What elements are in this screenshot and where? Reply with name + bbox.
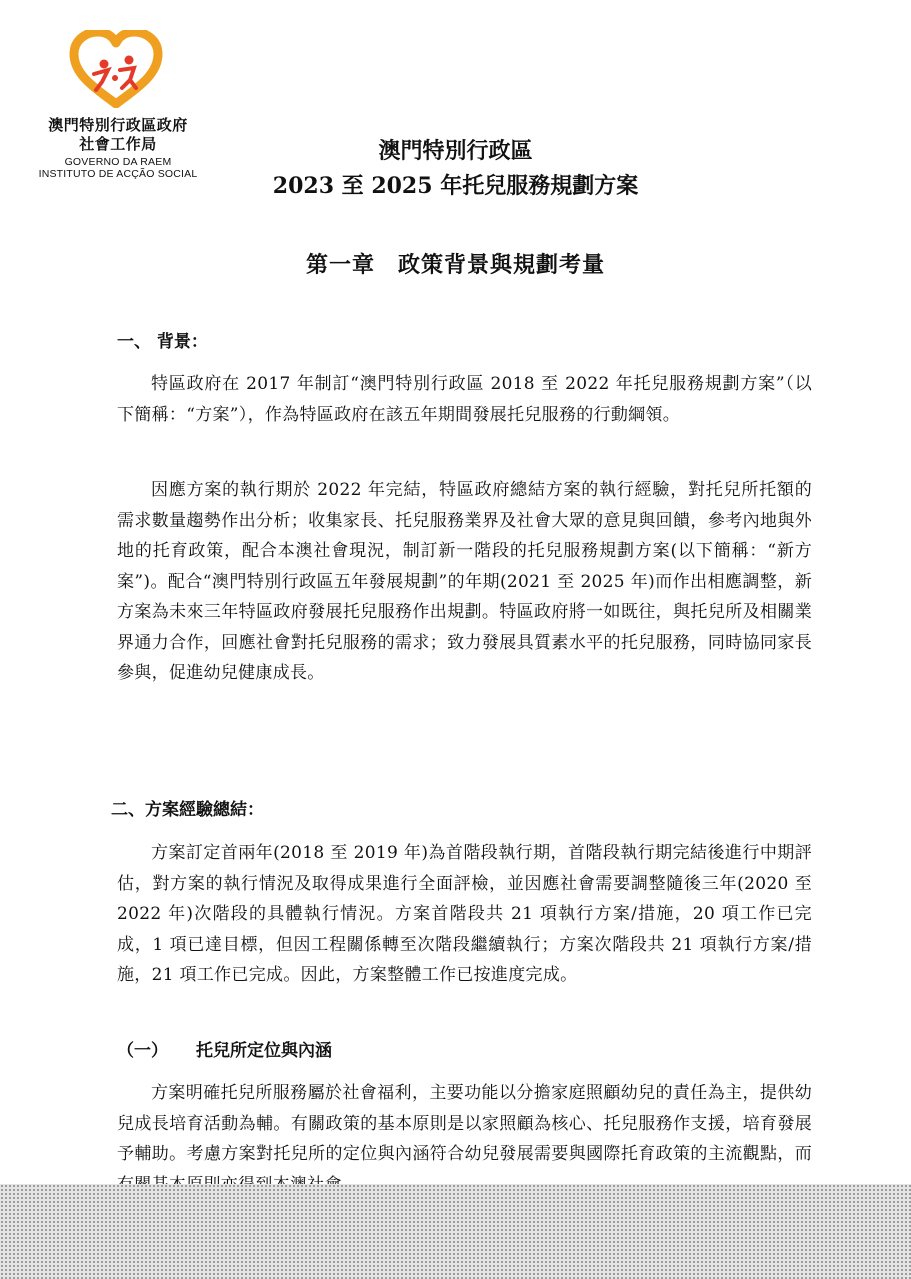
document-title-line1: 澳門特別行政區 <box>378 138 533 164</box>
document-title-line2: 2023 至 2025 年托兒服務規劃方案 <box>272 173 639 199</box>
section1-paragraph-1: 特區政府在 2017 年制訂“澳門特別行政區 2018 至 2022 年托兒服務規劃方案”（以下簡稱：“方案”），作為特區政府在該五年期間發展托兒服務的行動綱領。 <box>117 374 812 425</box>
section1-paragraph-2: 因應方案的執行期於 2022 年完結，特區政府總結方案的執行經驗，對托兒所托額的需求數量趨勢作出分析；收集家長、托兒服務業界及社會大眾的意見與回饋，參考內地與外地的托育政策，配合本澳社會現況，制訂新一階段的托兒服務規劃方案(以下簡稱：“新方案”)。配合“澳門特別行政區五年發展規劃”的年期(2021 至 2025 年)而作出相應調整，新方案為未來三年特區政府發展托兒服務作出規劃。特區政府將一如既往，與托兒所及相關業界通力合作，回應社會對托兒服務的需求；致力發展具質素水平的托兒服務，同時協同家長參與，促進幼兒健康成長。 <box>117 480 812 683</box>
subsection1-paragraph: 方案明確托兒所服務屬於社會福利，主要功能以分擔家庭照顧幼兒的責任為主，提供幼兒成長培育活動為輔。有關政策的基本原則是以家照顧為核心、托兒服務作支援，培育發展予輔助。考慮方案對托兒所的定位與內涵符合幼兒發展需要與國際托育政策的主流觀點，而 <box>117 1083 812 1164</box>
heart-logo-icon <box>68 30 164 108</box>
subsection1-title: 托兒所定位與內涵 <box>196 1041 332 1061</box>
org-name-pt-1: GOVERNO DA RAEM <box>64 156 172 168</box>
subsection1-number: （一） <box>117 1041 168 1061</box>
section1-heading: 一、 背景： <box>117 332 208 352</box>
org-name-zh-1: 澳門特別行政區政府 <box>48 116 188 134</box>
chapter-title: 第一章 政策背景與規劃考量 <box>305 252 605 278</box>
scan-dot-pattern-overlay <box>0 1184 911 1279</box>
org-name-zh-2: 社會工作局 <box>79 135 157 153</box>
section2-paragraph-1: 方案訂定首兩年(2018 至 2019 年)為首階段執行期，首階段執行期完結後進行中期評估，對方案的執行情況及取得成果進行全面評檢，並因應社會需要調整隨後三年(2020 至 2022 年)次階段的具體執行情況。方案首階段共 21 項執行方案/措施，20 項工作已完成，1 項已達目標，但因工程關係轉至次階段繼續執行；方案次階段共 21 項執行方案/措施，21 項工作已完成。因此，方案整體工作已按進度完成。 <box>117 843 812 985</box>
org-name-pt-2: INSTITUTO DE ACÇÃO SOCIAL <box>38 168 198 180</box>
section2-heading: 二、方案經驗總結： <box>111 800 264 820</box>
